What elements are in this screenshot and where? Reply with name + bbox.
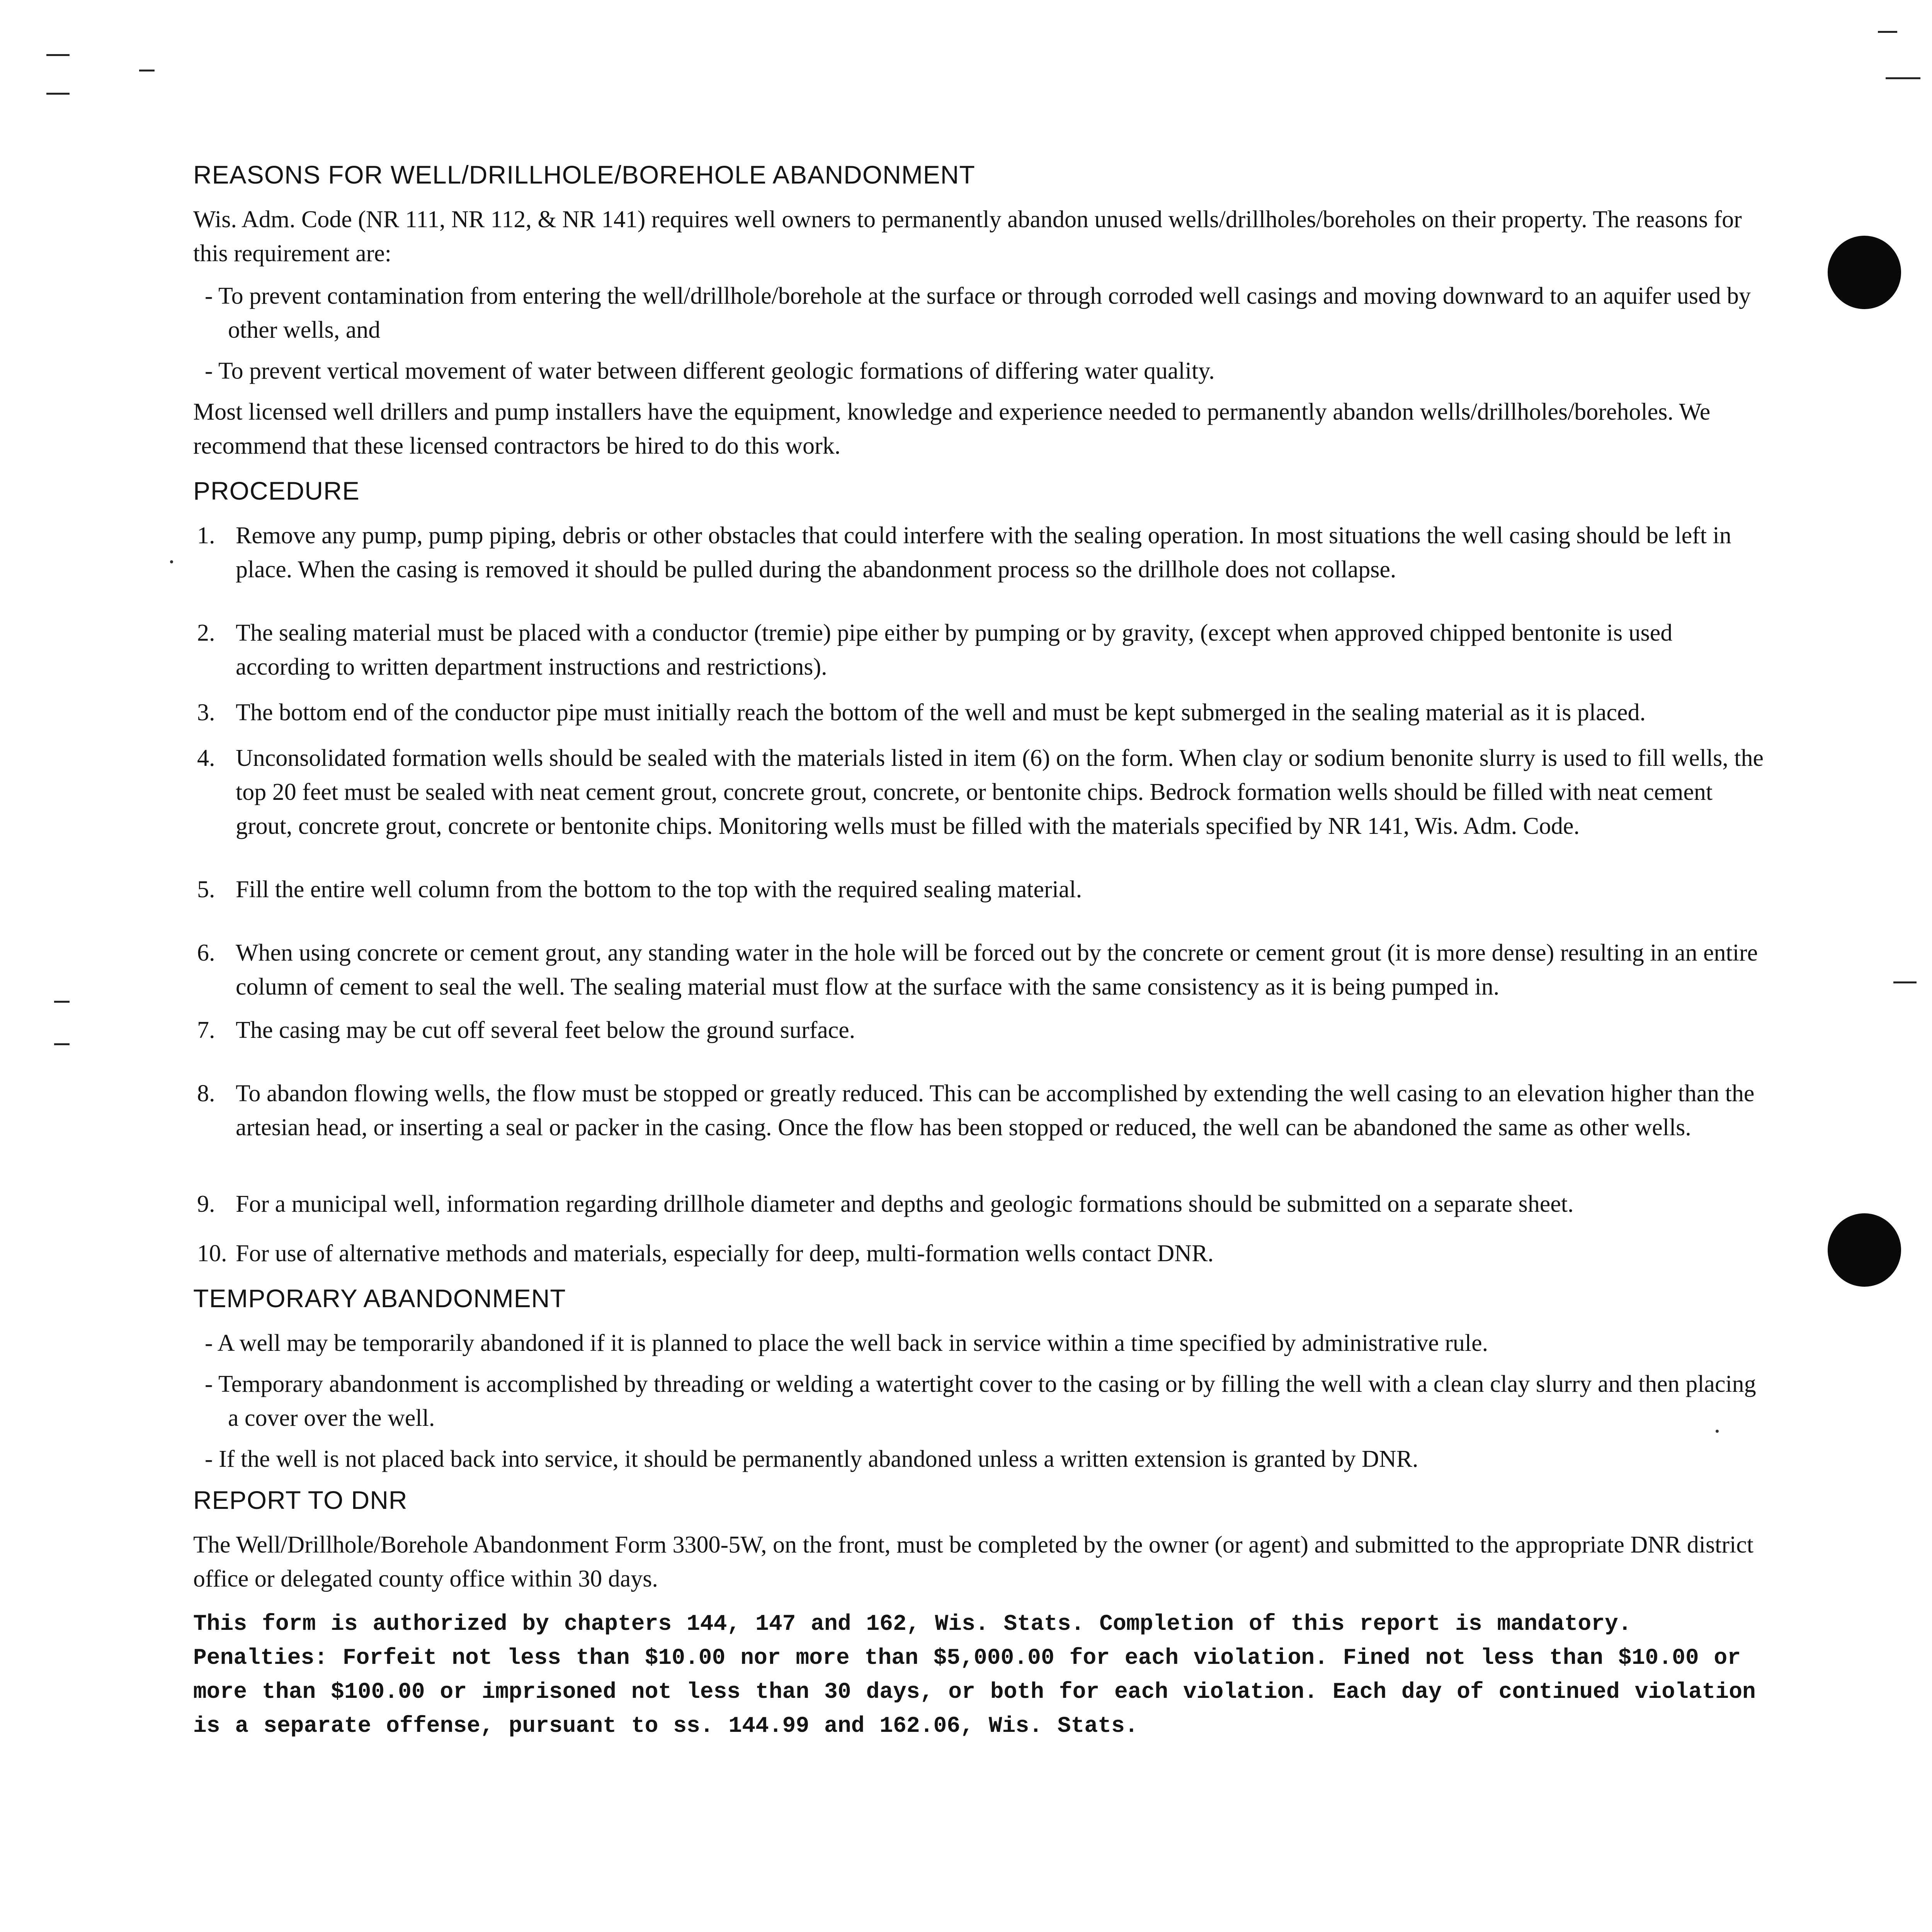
margin-mark — [46, 54, 70, 56]
step-text: Unconsolidated formation wells should be sealed with the materials listed in item (6) on the form. When clay or sodium benonite slurry is used to fill wells, the top 20 feet must be sealed with neat cement grout, concrete grout, concrete, or bentonite chips. Bedrock formation wells should be filled with neat cement grout, concrete grout, concrete or bentonite chips. Monitoring wells must be filled with the materials specified by NR 141, Wis. Adm. Code. — [236, 745, 1764, 839]
procedure-heading: PROCEDURE — [193, 476, 360, 505]
margin-mark — [46, 93, 70, 95]
report-heading: REPORT TO DNR — [193, 1486, 408, 1514]
procedure-steps — [193, 519, 1770, 1270]
procedure-step — [193, 696, 1770, 730]
temporary-bullet: - Temporary abandonment is accomplished by threading or welding a watertight cover to the casing or by filling the well with a clean clay slurry and then placing a cover over the well. — [193, 1367, 1770, 1435]
punch-hole-top — [1828, 236, 1901, 309]
procedure-step — [193, 872, 1770, 906]
procedure-step — [193, 741, 1770, 843]
reasons-bullet: - To prevent contamination from entering the well/drillhole/borehole at the surface or through corroded well casings and moving downward to an aquifer used by other wells, and — [193, 279, 1770, 347]
step-number: 7. — [197, 1017, 215, 1043]
temporary-bullet: - A well may be temporarily abandoned if it is planned to place the well back in service within a time specified by administrative rule. — [193, 1326, 1770, 1360]
margin-mark — [54, 1001, 70, 1003]
punch-hole-middle — [1828, 1213, 1901, 1287]
report-text: The Well/Drillhole/Borehole Abandonment Form 3300-5W, on the front, must be completed by the owner (or agent) and submitted to the appropriate DNR district office or delegated county office within 30 days. — [193, 1532, 1753, 1592]
temporary-heading: TEMPORARY ABANDONMENT — [193, 1284, 566, 1313]
step-number: 3. — [197, 699, 215, 726]
step-text: Remove any pump, pump piping, debris or other obstacles that could interfere with the sealing operation. In most situations the well casing should be left in place. When the casing is removed it should be pulled during the abandonment process so the drillhole does not collapse. — [236, 522, 1731, 583]
step-text: Fill the entire well column from the bottom to the top with the required sealing material. — [236, 876, 1082, 903]
step-number: 10. — [197, 1240, 227, 1267]
step-text: The sealing material must be placed with a conductor (tremie) pipe either by pumping or by gravity, (except when approved chipped bentonite is used according to written department instructions and restrictions). — [236, 620, 1673, 680]
step-text: To abandon flowing wells, the flow must be stopped or greatly reduced. This can be accomplished by extending the well casing to an elevation higher than the artesian head, or inserting a seal or packer in the casing. Once the flow has been stopped or reduced, the well can be abandoned the same as other wells. — [236, 1080, 1755, 1141]
procedure-step — [193, 616, 1770, 684]
step-number: 1. — [197, 522, 215, 549]
reasons-list — [193, 279, 1770, 388]
step-number: 8. — [197, 1080, 215, 1107]
procedure-step — [193, 519, 1770, 587]
margin-mark — [139, 70, 155, 71]
temporary-bullet: - If the well is not placed back into service, it should be permanently abandoned unless a written extension is granted by DNR. — [193, 1442, 1770, 1476]
procedure-step — [193, 1013, 1770, 1047]
step-text: For a municipal well, information regarding drillhole diameter and depths and geologic formations should be submitted on a separate sheet. — [236, 1191, 1574, 1217]
step-number: 6. — [197, 940, 215, 966]
margin-mark — [1893, 981, 1917, 983]
authorization-notice: This form is authorized by chapters 144, 147 and 162, Wis. Stats. Completion of this report is mandatory. Penalties: Forfeit not less than $10.00 nor more than $5,000.00 for each violation. Fined not less than $10.00 or more than $100.00 or imprisoned not less than 30 days, or both for each violation. Each day of continued violation is a separate offense, pursuant to ss. 144.99 and 162.06, Wis. Stats. — [193, 1612, 1756, 1739]
step-number: 9. — [197, 1191, 215, 1217]
reasons-bullet: - To prevent vertical movement of water between different geologic formations of differing water quality. — [193, 354, 1770, 388]
step-text: The bottom end of the conductor pipe must initially reach the bottom of the well and must be kept submerged in the sealing material as it is placed. — [236, 699, 1646, 726]
step-number: 5. — [197, 876, 215, 903]
margin-mark — [1878, 31, 1897, 33]
margin-mark — [1886, 77, 1920, 79]
margin-mark — [54, 1043, 70, 1045]
procedure-step — [193, 1236, 1770, 1270]
scan-speck — [170, 560, 173, 563]
step-number: 4. — [197, 745, 215, 771]
reasons-heading: REASONS FOR WELL/DRILLHOLE/BOREHOLE ABANDONMENT — [193, 160, 975, 189]
step-text: For use of alternative methods and materials, especially for deep, multi-formation wells contact DNR. — [236, 1240, 1214, 1267]
step-text: When using concrete or cement grout, any standing water in the hole will be forced out by the concrete or cement grout (it is more dense) resulting in an entire column of cement to seal the well. The sealing material must flow at the surface with the same consistency as it is being pumped in. — [236, 940, 1758, 1000]
procedure-step — [193, 936, 1770, 1004]
procedure-step — [193, 1187, 1770, 1221]
procedure-step — [193, 1077, 1770, 1145]
document-body — [193, 158, 1770, 1747]
reasons-closing: Most licensed well drillers and pump installers have the equipment, knowledge and experience needed to permanently abandon wells/drillholes/boreholes. We recommend that these licensed contractors be hired to do this work. — [193, 399, 1711, 459]
temporary-list — [193, 1326, 1770, 1476]
reasons-intro: Wis. Adm. Code (NR 111, NR 112, & NR 141) requires well owners to permanently abandon unused wells/drillholes/boreholes on their property. The reasons for this requirement are: — [193, 206, 1742, 267]
step-number: 2. — [197, 620, 215, 646]
step-text: The casing may be cut off several feet below the ground surface. — [236, 1017, 855, 1043]
